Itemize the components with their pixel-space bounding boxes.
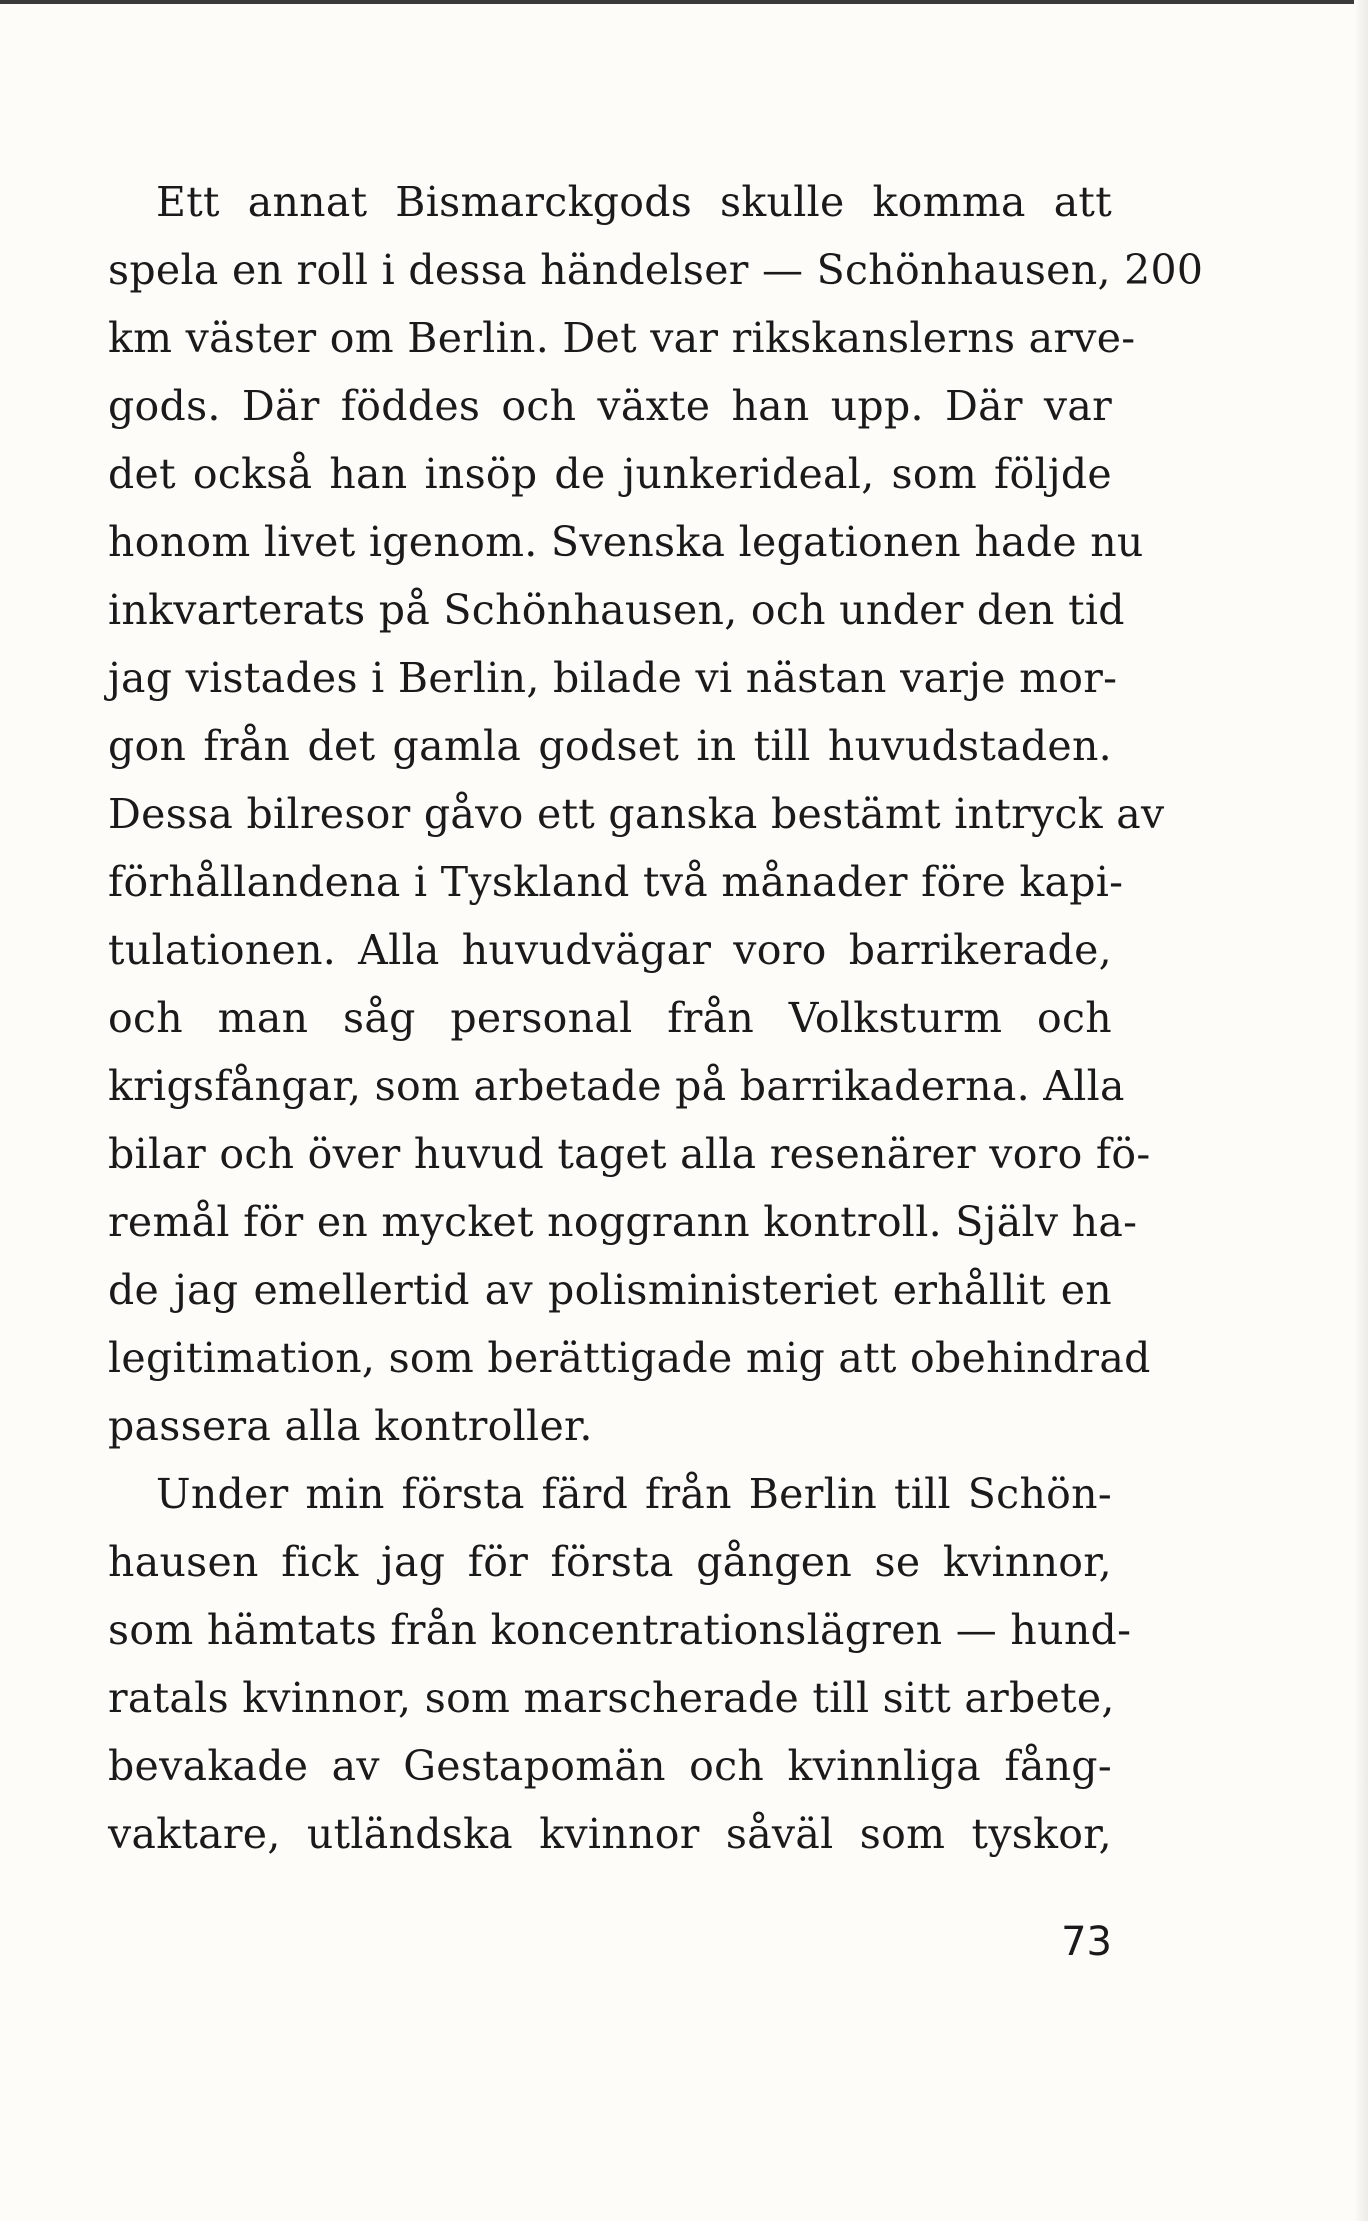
text-line: ratals kvinnor, som marscherade till sitt arbete, <box>108 1674 1115 1722</box>
text-line: hausen fick jag för första gången se kvinnor, <box>108 1538 1112 1586</box>
text-line: de jag emellertid av polisministeriet erhållit en <box>108 1266 1112 1314</box>
text-line: spela en roll i dessa händelser — Schönhausen, 200 <box>108 246 1204 294</box>
text-line: jag vistades i Berlin, bilade vi nästan varje mor- <box>108 654 1118 702</box>
page-number: 73 <box>1061 1919 1112 1965</box>
top-rule <box>0 0 1368 4</box>
text-line: förhållandena i Tyskland två månader före kapi- <box>108 858 1124 906</box>
text-line: Dessa bilresor gåvo ett ganska bestämt intryck av <box>108 790 1165 838</box>
text-line: km väster om Berlin. Det var rikskanslerns arve- <box>108 314 1136 362</box>
page-edge-shadow <box>1354 0 1368 2221</box>
text-line: legitimation, som berättigade mig att obehindrad <box>108 1334 1151 1382</box>
text-line: krigsfångar, som arbetade på barrikaderna. Alla <box>108 1062 1125 1110</box>
text-line: bilar och över huvud taget alla resenärer voro fö- <box>108 1130 1151 1178</box>
text-line: honom livet igenom. Svenska legationen hade nu <box>108 518 1144 566</box>
text-line: inkvarterats på Schönhausen, och under den tid <box>108 586 1125 634</box>
text-line: Under min första färd från Berlin till Schön- <box>156 1470 1112 1518</box>
text-line: och man såg personal från Volksturm och <box>108 994 1112 1042</box>
text-line: gods. Där föddes och växte han upp. Där var <box>108 382 1112 430</box>
text-line: vaktare, utländska kvinnor såväl som tyskor, <box>108 1810 1112 1858</box>
text-line: Ett annat Bismarckgods skulle komma att <box>156 178 1112 226</box>
text-line: bevakade av Gestapomän och kvinnliga fång- <box>108 1742 1112 1790</box>
text-line: gon från det gamla godset in till huvudstaden. <box>108 722 1112 770</box>
text-line: tulationen. Alla huvudvägar voro barrikerade, <box>108 926 1112 974</box>
text-line: som hämtats från koncentrationslägren — hund- <box>108 1606 1132 1654</box>
body-text <box>108 168 1204 1868</box>
text-line: det också han insöp de junkerideal, som följde <box>108 450 1112 498</box>
text-line: remål för en mycket noggrann kontroll. Själv ha- <box>108 1198 1138 1246</box>
text-line: passera alla kontroller. <box>108 1402 593 1450</box>
